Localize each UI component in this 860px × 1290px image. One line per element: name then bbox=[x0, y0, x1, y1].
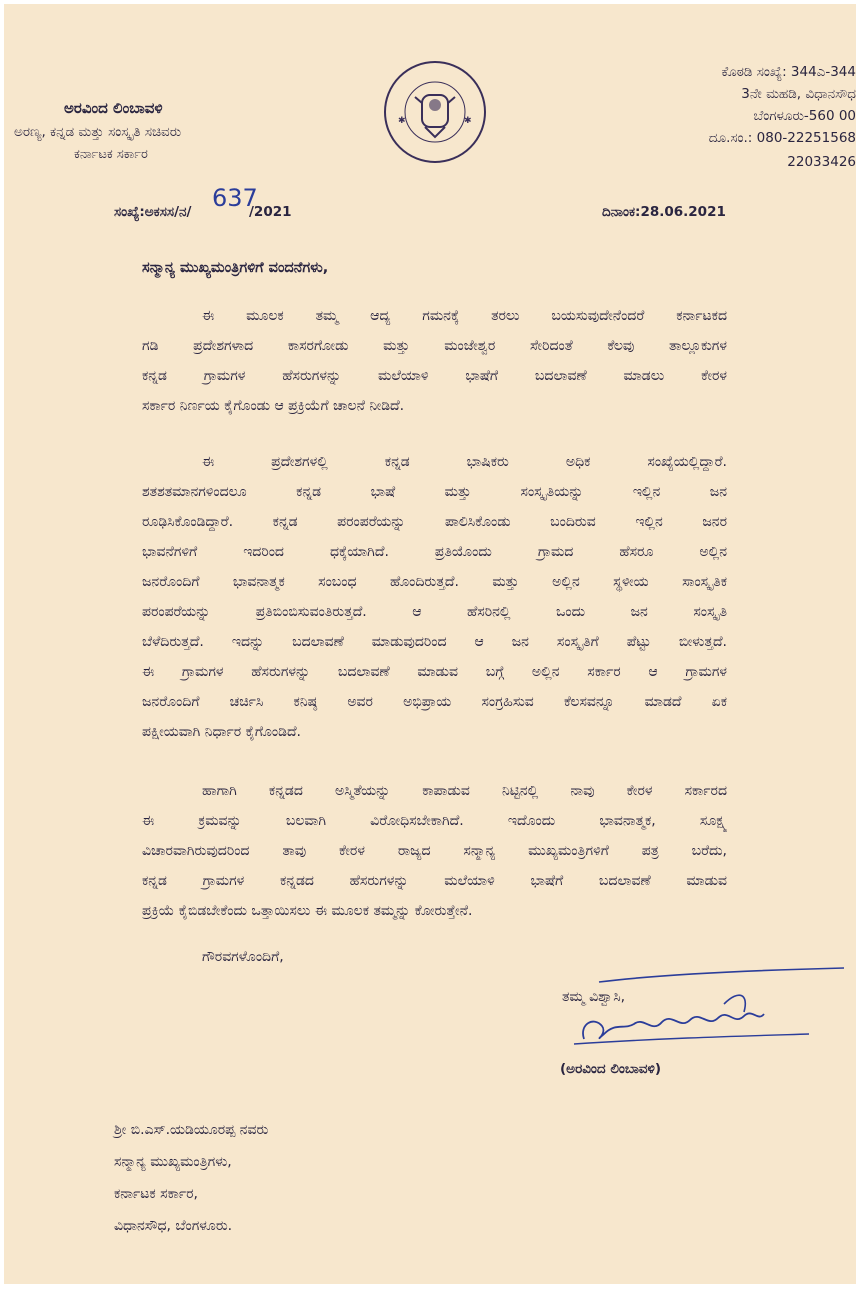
sender-title: ಅರಣ್ಯ, ಕನ್ನಡ ಮತ್ತು ಸಂಸ್ಕೃತಿ ಸಚಿವರು bbox=[14, 124, 182, 140]
paragraph-line: ಈ ಗ್ರಾಮಗಳ ಹೆಸರುಗಳನ್ನು ಬದಲಾವಣೆ ಮಾಡುವ ಬಗ್ಗೆ ಅಲ್ಲಿನ ಸರ್ಕಾರ ಆ ಗ್ರಾಮಗಳ bbox=[142, 664, 727, 680]
letter-page bbox=[4, 4, 856, 1284]
paragraph-line: ಸರ್ಕಾರ ನಿರ್ಣಯ ಕೈಗೊಂಡು ಆ ಪ್ರಕ್ರಿಯೆಗೆ ಚಾಲನೆ ನೀಡಿದೆ. bbox=[142, 398, 405, 414]
letter-date: ದಿನಾಂಕ:28.06.2021 bbox=[602, 204, 726, 220]
closing-phrase: ಗೌರವಗಳೊಂದಿಗೆ, bbox=[202, 949, 284, 965]
recipient-line: ಶ್ರೀ ಬಿ.ಎಸ್.ಯಡಿಯೂರಪ್ಪ ನವರು bbox=[114, 1122, 269, 1138]
svg-text:✱: ✱ bbox=[398, 116, 406, 126]
paragraph-line: ಜನರೊಂದಿಗೆ ಚರ್ಚಿಸಿ ಕನಿಷ್ಠ ಅವರ ಅಭಿಪ್ರಾಯ ಸಂಗ್ರಹಿಸುವ ಕೆಲಸವನ್ನೂ ಮಾಡದೆ ಏಕ bbox=[142, 694, 727, 710]
paragraph-line: ಹಾಗಾಗಿ ಕನ್ನಡದ ಅಸ್ಮಿತೆಯನ್ನು ಕಾಪಾಡುವ ನಿಟ್ಟಿನಲ್ಲಿ ನಾವು ಕೇರಳ ಸರ್ಕಾರದ bbox=[202, 783, 727, 799]
sender-name: ಅರವಿಂದ ಲಿಂಬಾವಳಿ bbox=[64, 99, 163, 117]
signature-valediction: ತಮ್ಮ ವಿಶ್ವಾಸಿ, bbox=[562, 989, 626, 1005]
paragraph-line: ವಿಚಾರವಾಗಿರುವುದರಿಂದ ತಾವು ಕೇರಳ ರಾಜ್ಯದ ಸನ್ಮಾನ್ಯ ಮುಖ್ಯಮಂತ್ರಿಗಳಿಗೆ ಪತ್ರ ಬರೆದು, bbox=[142, 843, 727, 859]
paragraph-3 bbox=[142, 776, 727, 926]
paragraph-line: ಕನ್ನಡ ಗ್ರಾಮಗಳ ಹೆಸರುಗಳನ್ನು ಮಲೆಯಾಳಿ ಭಾಷೆಗೆ ಬದಲಾವಣೆ ಮಾಡಲು ಕೇರಳ bbox=[142, 368, 727, 384]
address-line-phone: ದೂ.ಸಂ.: 080-22251568 bbox=[708, 130, 856, 146]
reference-handwritten-number: 637 bbox=[212, 184, 258, 212]
recipient-line: ವಿಧಾನಸೌಧ, ಬೆಂಗಳೂರು. bbox=[114, 1218, 233, 1234]
handwritten-signature bbox=[544, 964, 854, 1054]
paragraph-line: ರೂಢಿಸಿಕೊಂಡಿದ್ದಾರೆ. ಕನ್ನಡ ಪರಂಪರೆಯನ್ನು ಪಾಲಿಸಿಕೊಂಡು ಬಂದಿರುವ ಇಲ್ಲಿನ ಜನರ bbox=[142, 514, 727, 530]
paragraph-line: ಪಕ್ಷೀಯವಾಗಿ ನಿರ್ಧಾರ ಕೈಗೊಂಡಿದೆ. bbox=[142, 724, 301, 740]
paragraph-line: ಶತಶತಮಾನಗಳಿಂದಲೂ ಕನ್ನಡ ಭಾಷೆ ಮತ್ತು ಸಂಸ್ಕೃತಿಯನ್ನು ಇಲ್ಲಿನ ಜನ bbox=[142, 484, 727, 500]
address-line-city: ಬೆಂಗಳೂರು-560 00 bbox=[753, 108, 856, 124]
address-line-phone2: 22033426 bbox=[787, 154, 856, 170]
paragraph-line: ಭಾವನೆಗಳಿಗೆ ಇದರಿಂದ ಧಕ್ಕೆಯಾಗಿದೆ. ಪ್ರತಿಯೊಂದು ಗ್ರಾಮದ ಹೆಸರೂ ಅಲ್ಲಿನ bbox=[142, 544, 727, 560]
paragraph-line: ಈ ಕ್ರಮವನ್ನು ಬಲವಾಗಿ ವಿರೋಧಿಸಬೇಕಾಗಿದೆ. ಇದೊಂದು ಭಾವನಾತ್ಮಕ, ಸೂಕ್ಷ್ಮ bbox=[142, 813, 727, 829]
paragraph-line: ಈ ಪ್ರದೇಶಗಳಲ್ಲಿ ಕನ್ನಡ ಭಾಷಿಕರು ಅಧಿಕ ಸಂಖ್ಯೆಯಲ್ಲಿದ್ದಾರೆ. bbox=[202, 454, 727, 470]
paragraph-line: ಪ್ರಕ್ರಿಯೆ ಕೈಬಿಡಬೇಕೆಂದು ಒತ್ತಾಯಿಸಲು ಈ ಮೂಲಕ ತಮ್ಮನ್ನು ಕೋರುತ್ತೇನೆ. bbox=[142, 903, 473, 919]
paragraph-line: ಈ ಮೂಲಕ ತಮ್ಮ ಆದ್ಯ ಗಮನಕ್ಕೆ ತರಲು ಬಯಸುವುದೇನೆಂದರೆ ಕರ್ನಾಟಕದ bbox=[202, 308, 727, 324]
signatory-name: (ಅರವಿಂದ ಲಿಂಬಾವಳಿ) bbox=[560, 1061, 662, 1077]
paragraph-1 bbox=[142, 301, 727, 421]
government-seal-icon bbox=[380, 57, 490, 167]
address-line-room: ಕೊಠಡಿ ಸಂಖ್ಯೆ: 344ಎ-344 bbox=[721, 64, 856, 80]
paragraph-line: ಗಡಿ ಪ್ರದೇಶಗಳಾದ ಕಾಸರಗೋಡು ಮತ್ತು ಮಂಜೇಶ್ವರ ಸೇರಿದಂತೆ ಕೆಲವು ತಾಲ್ಲೂಕುಗಳ bbox=[142, 338, 727, 354]
recipient-line: ಕರ್ನಾಟಕ ಸರ್ಕಾರ, bbox=[114, 1186, 198, 1202]
sender-organization: ಕರ್ನಾಟಕ ಸರ್ಕಾರ bbox=[74, 147, 148, 162]
paragraph-line: ಕನ್ನಡ ಗ್ರಾಮಗಳ ಕನ್ನಡದ ಹೆಸರುಗಳನ್ನು ಮಲೆಯಾಳಿ ಭಾಷೆಗೆ ಬದಲಾವಣೆ ಮಾಡುವ bbox=[142, 873, 727, 889]
paragraph-line: ಬೆಳೆದಿರುತ್ತದೆ. ಇದನ್ನು ಬದಲಾವಣೆ ಮಾಡುವುದರಿಂದ ಆ ಜನ ಸಂಸ್ಕೃತಿಗೆ ಪೆಟ್ಟು ಬೀಳುತ್ತದೆ. bbox=[142, 634, 727, 650]
paragraph-line: ಪರಂಪರೆಯನ್ನು ಪ್ರತಿಬಿಂಬಿಸುವಂತಿರುತ್ತದೆ. ಆ ಹೆಸರಿನಲ್ಲಿ ಒಂದು ಜನ ಸಂಸ್ಕೃತಿ bbox=[142, 604, 727, 620]
svg-text:✱: ✱ bbox=[464, 116, 472, 126]
address-line-floor: 3ನೇ ಮಹಡಿ, ವಿಧಾನಸೌಧ bbox=[741, 86, 856, 102]
paragraph-line: ಜನರೊಂದಿಗೆ ಭಾವನಾತ್ಮಕ ಸಂಬಂಧ ಹೊಂದಿರುತ್ತದೆ. ಮತ್ತು ಅಲ್ಲಿನ ಸ್ಥಳೀಯ ಸಾಂಸ್ಕೃತಿಕ bbox=[142, 574, 727, 590]
reference-prefix: ಸಂಖ್ಯೆ:ಅಕಸಸ/ನ/ bbox=[114, 204, 192, 220]
reference-number bbox=[114, 184, 292, 220]
salutation: ಸನ್ಮಾನ್ಯ ಮುಖ್ಯಮಂತ್ರಿಗಳಿಗೆ ವಂದನೆಗಳು, bbox=[142, 260, 329, 276]
paragraph-2 bbox=[142, 447, 727, 747]
reference-year: /2021 bbox=[249, 204, 292, 220]
recipient-line: ಸನ್ಮಾನ್ಯ ಮುಖ್ಯಮಂತ್ರಿಗಳು, bbox=[114, 1154, 232, 1170]
